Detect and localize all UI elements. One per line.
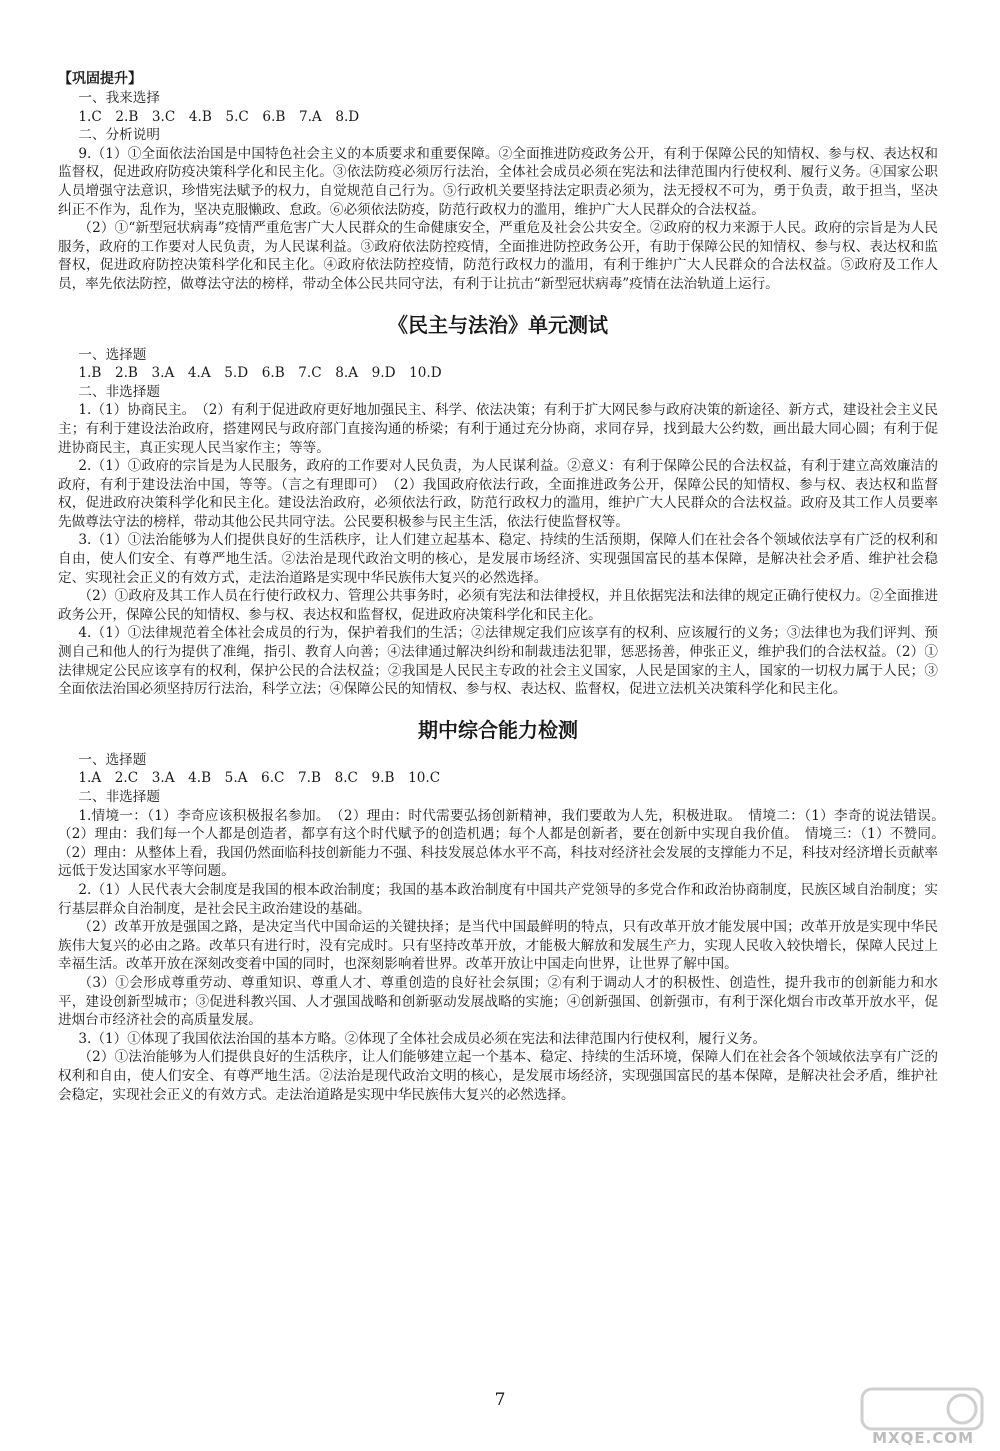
choice-answers: 1.B 2.B 3.A 4.A 5.D 6.B 7.C 8.A 9.D 10.D bbox=[78, 365, 442, 382]
answer-page bbox=[58, 70, 952, 1104]
part-label: 一、选择题 bbox=[78, 346, 147, 363]
section-header: 【巩固提升】 bbox=[58, 71, 142, 87]
answer-paragraph: （2）①政府及其工作人员在行使行政权力、管理公共事务时，必须有宪法和法律授权，并且依据宪法和法律的规定正确行使权力。②全面推进政务公开，保障公民的知情权、参与权、表达权和监督权，促进政府决策科学化和民主化。 bbox=[58, 588, 938, 623]
part-label: 一、我来选择 bbox=[78, 90, 160, 106]
part-label: 二、非选择题 bbox=[78, 789, 160, 805]
answer-paragraph: （2）①“新型冠状病毒”疫情严重危害广大人民群众的生命健康安全，严重危及社会公共安全。②政府的权力来源于人民。政府的宗旨是为人民服务，政府的工作要对人民负责，为人民谋利益。③政府依法防控疫情，全面推进防控政务公开，有助于保障公民的知情权、参与权、表达权和监督权，促进政府防控决策科学化和民主化。④政府依法防控疫情，防范行政权力的滥用，有利于维护广大人民群众的合法权益。⑤政府及工作人员，率先依法防控，做尊法守法的榜样，带动全体公民共同守法，有利于让抗击“新型冠状病毒”疫情在法治轨道上运行。 bbox=[58, 220, 938, 292]
answer-paragraph: （3）①会形成尊重劳动、尊重知识、尊重人才、尊重创造的良好社会氛围；②有利于调动人才的积极性、创造性，提升我市的创新能力和水平，建设创新型城市；③促进科教兴国、人才强国战略和创新驱动发展战略的实施；④创新强国、创新强市，有利于深化烟台市改革开放水平，促进烟台市经济社会的高质量发展。 bbox=[58, 974, 938, 1029]
answer-paragraph: 1.情境一：（1）李奇应该积极报名参加。 （2）理由：时代需要弘扬创新精神，我们要敢为人先，积极进取。 情境二：（1）李奇的说法错误。 （2）理由：我们每一个人都是创造者，都享有这个时代赋予的创造机遇；每个人都是创新者，要在创新中实现自我价值。 情境三：（1）不赞同。 （2）理由：从整体上看，我国仍然面临科技创新能力不强、科技发展总体水平不高，科技对经济社会发展的支撑能力不足，科技对经济增长贡献率远低于发达国家水平等问题。 bbox=[58, 807, 952, 880]
part-label: 二、非选择题 bbox=[78, 383, 160, 400]
answer-paragraph: （2）①法治能够为人们提供良好的生活秩序，让人们能够建立起一个基本、稳定、持续的生活环境，保障人们在社会各个领域依法享有广泛的权利和自由，使人们安全、有尊严地生活。②法治是现代政治文明的核心，是发展市场经济，实现强国富民的基本保障，是解决社会矛盾，维护社会稳定，实现社会正义的有效方式。走法治道路是实现中华民族伟大复兴的必然选择。 bbox=[58, 1049, 938, 1103]
answer-paragraph: 2.（1）①政府的宗旨是为人民服务，政府的工作要对人民负责，为人民谋利益。②意义：有利于保障公民的合法权益，有利于建立高效廉洁的政府，有利于建设法治中国，等等。（言之有理即可） （2）我国政府依法行政，全面推进政务公开，保障公民的知情权、参与权、表达权和监督权，促进政府决策科学化和民主化。建设法治政府，必须依法行政，防范行政权力的滥用，维护广大人民群众的合法权益。政府及其工作人员要率先做尊法守法的榜样，带动其他公民共同守法。公民要积极参与民主生活，依法行使监督权等。 bbox=[58, 458, 938, 530]
answer-paragraph: 3.（1）①体现了我国依法治国的基本方略。②体现了全体社会成员必须在宪法和法律范围内行使权利，履行义务。 bbox=[78, 1030, 767, 1047]
answer-paragraph: 9.（1）①全面依法治国是中国特色社会主义的本质要求和重要保障。②全面推进防疫政务公开，有利于保障公民的知情权、参与权、表达权和监督权，促进政府防疫决策科学化和民主化。③依法防疫必须厉行法治，全体社会成员必须在宪法和法律范围内行使权利、履行义务。④国家公职人员增强守法意识，珍惜宪法赋予的权力，自觉规范自己行为。⑤行政机关要坚持法定职责必须为，法无授权不可为，勇于负责，敢于担当，坚决纠正不作为，乱作为，坚决克服懒政、怠政。⑥必须依法防疫，防范行政权力的滥用，维护广大人民群众的合法权益。 bbox=[58, 145, 938, 218]
section-title: 《民主与法治》单元测试 bbox=[388, 312, 608, 337]
answer-paragraph: 2.（1）人民代表大会制度是我国的根本政治制度；我国的基本政治制度有中国共产党领导的多党合作和政治协商制度，民族区域自治制度；实行基层群众自治制度，是社会民主政治建设的基础。 bbox=[58, 881, 938, 917]
answer-paragraph: 3.（1）①法治能够为人们提供良好的生活秩序，让人们建立起基本、稳定、持续的生活预期，保障人们在社会各个领域依法享有广泛的权利和自由，使人们安全、有尊严地生活。②法治是现代政治文明的核心，是发展市场经济、实现强国富民的基本保障，是解决社会矛盾、维护社会稳定、实现社会正义的有效方式，走法治道路是实现中华民族伟大复兴的必然选择。 bbox=[58, 532, 938, 586]
answer-paragraph: 4.（1）①法律规范着全体社会成员的行为，保护着我们的生活；②法律规定我们应该享有的权利、应该履行的义务；③法律也为我们评判、预测自己和他人的行为提供了准绳，指引、教育人向善；④法律通过解决纠纷和制裁违法犯罪，惩恶扬善，伸张正义，维护我们的合法权益。（2）①法律规定公民应该享有的权利，保护公民的合法权益；②我国是人民民主专政的社会主义国家，人民是国家的主人，国家的一切权力属于人民；③全面依法治国必须坚持厉行法治，科学立法；④保障公民的知情权、参与权、表达权、监督权，促进立法机关决策科学化和民主化。 bbox=[58, 625, 938, 698]
watermark-text: MXQE.COM bbox=[872, 1429, 974, 1447]
answer-paragraph: （2）改革开放是强国之路，是决定当代中国命运的关键抉择；是当代中国最鲜明的特点，只有改革开放才能发展中国；改革开放是实现中华民族伟大复兴的必由之路。改革只有进行时，没有完成时。只有坚持改革开放，才能极大解放和发展生产力，实现人民收入较快增长，保障人民过上幸福生活。改革开放在深刻改变着中国的同时，也深刻影响着世界。改革开放让中国走向世界，让世界了解中国。 bbox=[58, 919, 938, 973]
page-number: 7 bbox=[494, 1390, 506, 1410]
part-label: 一、选择题 bbox=[78, 751, 147, 768]
section-title: 期中综合能力检测 bbox=[418, 717, 578, 742]
choice-answers: 1.A 2.C 3.A 4.B 5.A 6.C 7.B 8.C 9.B 10.C bbox=[78, 770, 441, 787]
answer-paragraph: 1.（1）协商民主。 （2）有利于促进政府更好地加强民主、科学、依法决策；有利于扩大网民参与政府决策的新途径、新方式，建设社会主义民主；有利于建设法治政府，搭建网民与政府部门直接沟通的桥梁；有利于通过充分协商，求同存异，找到最大公约数，画出最大同心圆；有利于促进协商民主，真正实现人民当家作主；等等。 bbox=[58, 402, 938, 456]
choice-answers: 1.C 2.B 3.C 4.B 5.C 6.B 7.A 8.D bbox=[78, 108, 360, 125]
part-label: 二、分析说明 bbox=[78, 127, 160, 144]
